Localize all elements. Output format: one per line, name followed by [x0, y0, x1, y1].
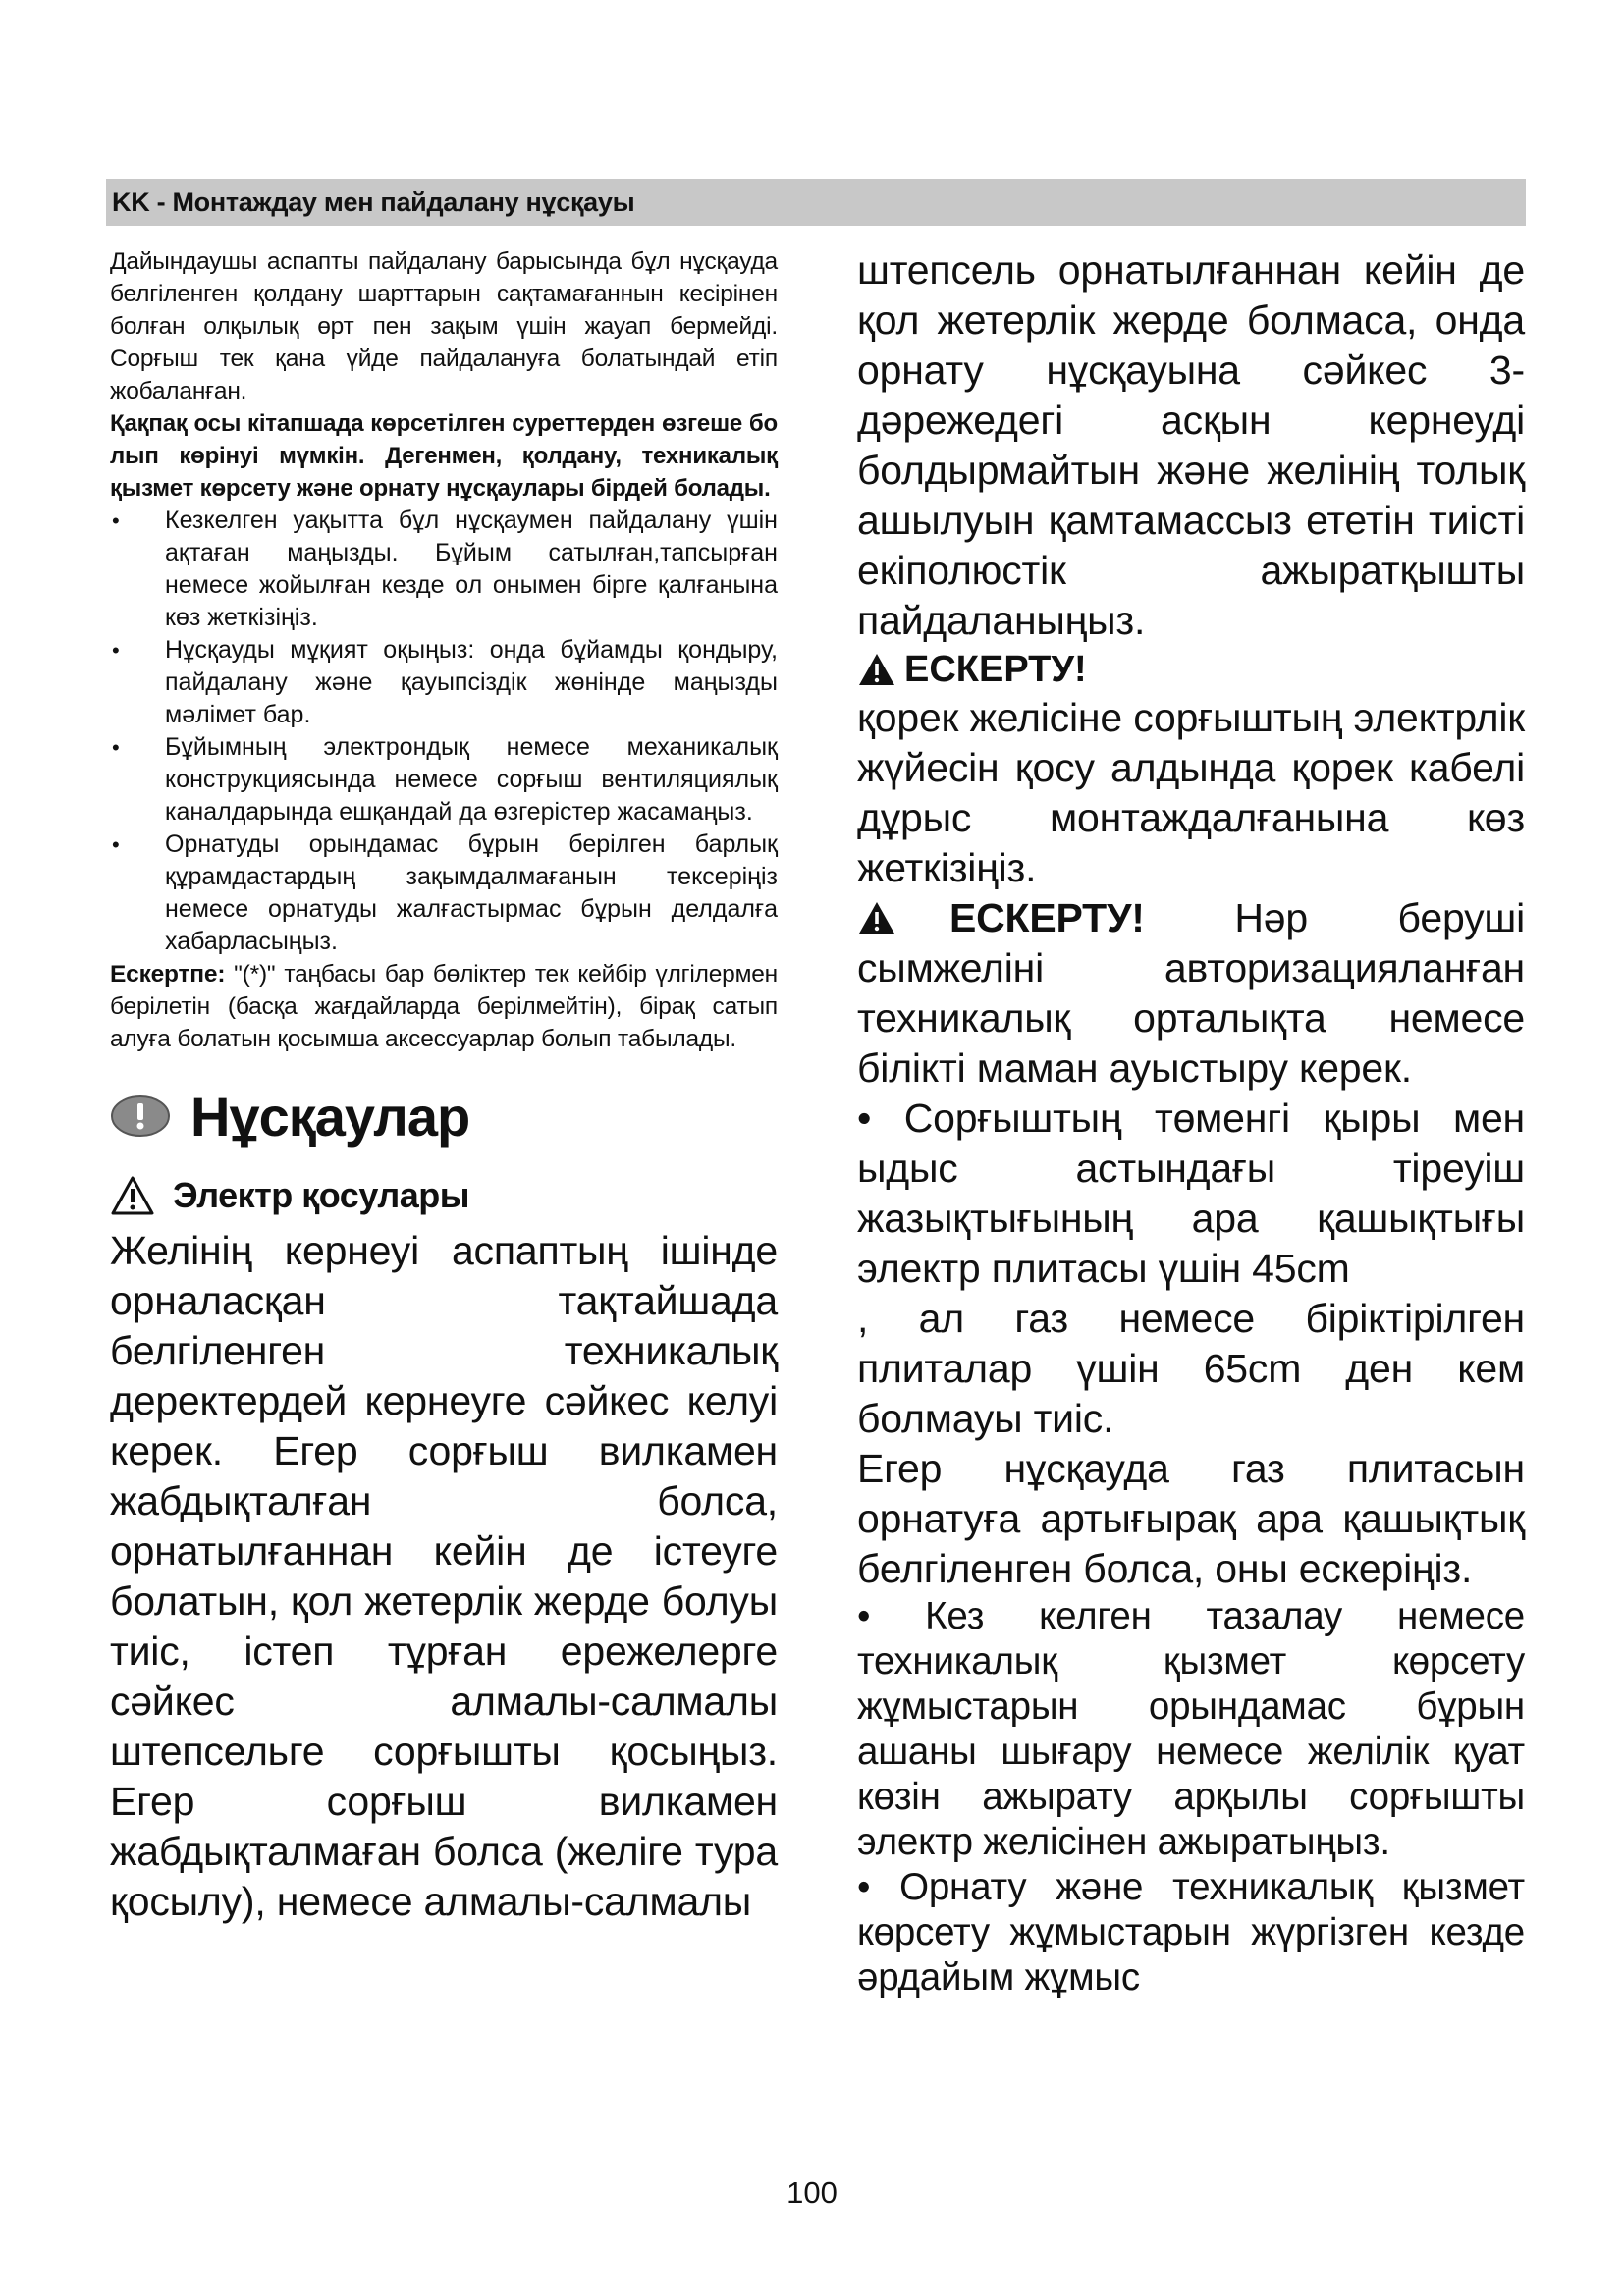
info-badge-icon: [110, 1094, 171, 1139]
warning-text: Нәр беруші сымжеліні авторизацияланған техникалық орталықта немесе білікті маман ауыстыру керек.: [857, 895, 1525, 1091]
list-item: • Нұсқауды мұқият оқыңыз: онда бұйамды қондыру, пайдалану және қауыпсіздік жөнінде маңызды мәлімет бар.: [110, 634, 778, 731]
list-item: • Орнатуды орындамас бұрын берілген барлық құрамдастардың зақымдалмағанын тексеріңіз немесе орнатуды жалғастырмас бұрын делдалға хабарласыңыз.: [110, 828, 778, 958]
page-number: 100: [786, 2175, 838, 2210]
cleaning-bullet: • Кез келген тазалау немесе техникалық қызмет көрсету жұмыстарын орындамас бұрын ашаны шығару немесе желілік қуат көзін ажырату арқылы сорғышты электр желісінен ажыратыңыз.: [857, 1595, 1525, 1863]
bold-note-paragraph: Қақпақ осы кітапшада көрсетілген суреттерден өзгеше бо лып көрінуі мүмкін. Дегенмен, қолдану, техникалық қызмет көрсету және орнату нұсқаулары бірдей болады.: [110, 410, 778, 502]
warning-triangle-filled-icon: [857, 652, 896, 687]
warning-heading: [857, 646, 1525, 693]
left-column: [110, 245, 778, 1927]
list-item: • Бұйымның электрондық немесе механикалық конструкциясында немесе сорғыш вентиляциялық каналдарында ешқандай да өзгерістер жасамаңыз.: [110, 731, 778, 828]
list-item: • Кезкелген уақытта бұл нұсқаумен пайдалану үшін ақтаған маңызды. Бұйым сатылған,тапсырған немесе жойылған кезде ол онымен бірге қалғанына көз жеткізіңіз.: [110, 505, 778, 634]
right-column: [857, 245, 1525, 2001]
warning-paragraph: [857, 893, 1525, 1094]
warning-heading-text: ЕСКЕРТУ!: [904, 649, 1087, 690]
switch-paragraph: штепсель орнатылғаннан кейін де қол жетерлік жерде болмаса, онда орнату нұсқауына сәйкес 3-дәрежедегі асқын кернеуді болдырмайтын және желінің толық ашылуын қамтамассыз ететін тиісті екіполюстік ажыратқышты пайдаланыңыз.: [857, 247, 1525, 643]
warning-triangle-outline-icon: [110, 1175, 155, 1216]
section-title: Нұсқаулар: [190, 1085, 470, 1148]
electrical-body-paragraph: Желінің кернеуі аспаптың ішінде орналасқан тақтайшада белгіленген техникалық деректердей кернеуге сәйкес келуі керек. Егер сорғыш вилкамен жабдықталған болса, орнатылғаннан кейін де істеуге болатын, қол жетерлік жерде болуы тиіс, істеп тұрған ережелерге сәйкес алмалы-салмалы штепсельге сорғышты қосыңыз. Егер сорғыш вилкамен жабдықталмаған болса (желіге тура қосылу), немесе алмалы-салмалы: [110, 1228, 778, 1924]
distance-bullet: • Сорғыштың төменгі қыры мен ыдыс астындағы тіреуіш жазықтығының ара қашықтығы электр плитасы үшін 45cm: [857, 1095, 1525, 1291]
page-header: [106, 179, 1526, 226]
subsection-heading: [110, 1165, 778, 1226]
safety-bullet-list: [110, 505, 778, 958]
warning-triangle-filled-icon: [857, 900, 896, 935]
installation-bullet: • Орнату және техникалық қызмет көрсету жұмыстарын жүргізген кезде әрдайым жұмыс: [857, 1866, 1525, 1999]
section-heading: [110, 1077, 778, 1155]
note-label: Ескертпе:: [110, 961, 226, 988]
intro-paragraph: Дайындаушы аспапты пайдалану барысында бұл нұсқауда белгіленген қолдану шарттарын сақтамағаннын кесірінен болған олқылық өрт пен зақым үшін жауап бермейді. Сорғыш тек қана үйде пайдалануға болатындай етіп жобаланған.: [110, 248, 778, 404]
gas-paragraph: Егер нұсқауда газ плитасын орнатуға артығырақ ара қашықтық белгіленген болса, оны ескеріңіз.: [857, 1446, 1525, 1591]
distance-paragraph: , ал газ немесе біріктірілген плиталар үшін 65cm ден кем болмауы тиіс.: [857, 1296, 1525, 1441]
subsection-title: Электр қосулары: [173, 1175, 469, 1215]
warning-heading-text: ЕСКЕРТУ!: [949, 895, 1145, 940]
note-paragraph: [110, 958, 778, 1055]
warning-paragraph: қорек желісіне сорғыштың электрлік жүйесін қосу алдында қорек кабелі дұрыс монтаждалғанына көз жеткізіңіз.: [857, 695, 1525, 890]
header-title: KK - Монтаждау мен пайдалану нұсқауы: [112, 187, 635, 217]
note-text: "(*)" таңбасы бар бөліктер тек кейбір үлгілермен берілетін (басқа жағдайларда берілмейтін), бірақ сатып алуға болатын қосымша аксессуарлар болып табылады.: [110, 961, 778, 1052]
